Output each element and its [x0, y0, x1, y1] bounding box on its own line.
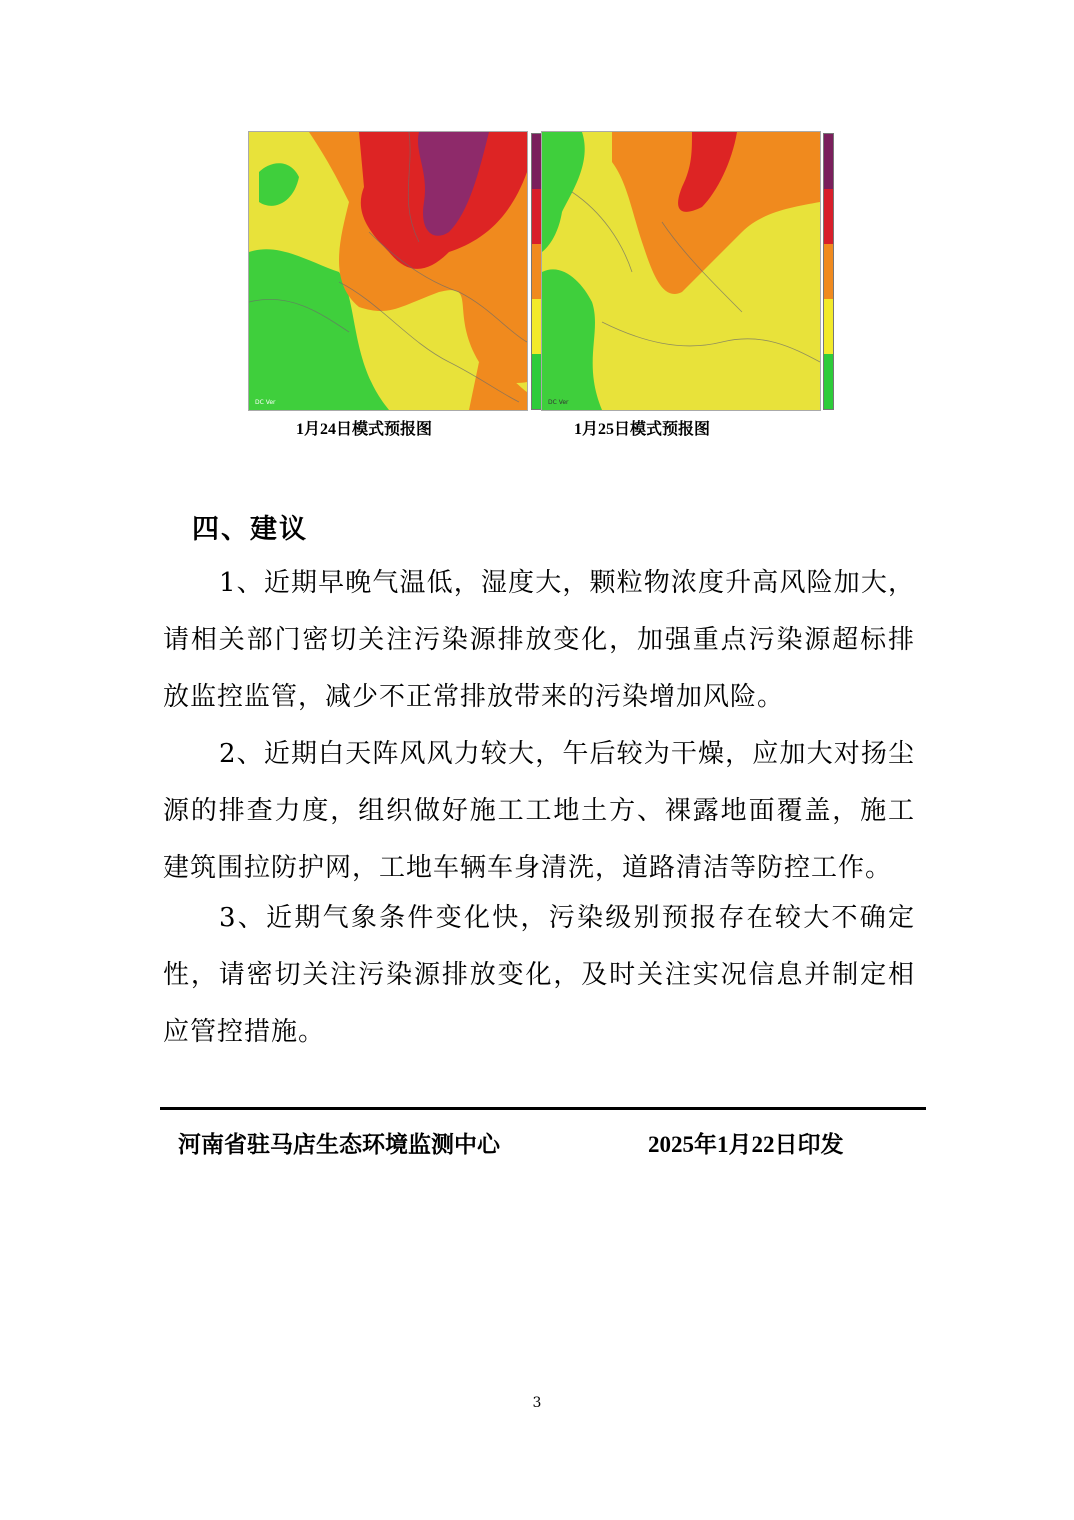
page-number: 3 [532, 1395, 542, 1411]
footer-divider [160, 1107, 926, 1110]
forecast-map-jan24-image [249, 132, 527, 410]
color-scale-right [823, 133, 834, 410]
map-caption-left: 1月24日模式预报图 [296, 421, 433, 438]
forecast-map-jan25 [541, 131, 821, 411]
recommendation-paragraph-3: 3、近期气象条件变化快，污染级别预报存在较大不确定性，请密切关注污染源排放变化，及时关注实况信息并制定相应管控措施。 [163, 903, 915, 1047]
section-heading: 四、建议 [192, 514, 308, 545]
forecast-map-jan24 [248, 131, 528, 411]
recommendation-paragraph-1: 1、近期早晚气温低，湿度大，颗粒物浓度升高风险加大，请相关部门密切关注污染源排放变化，加强重点污染源超标排放监控监管，减少不正常排放带来的污染增加风险。 [163, 568, 915, 712]
svg-text:DC Ver: DC Ver [548, 399, 569, 406]
svg-text:DC Ver: DC Ver [255, 399, 276, 406]
recommendation-paragraph-2: 2、近期白天阵风风力较大，午后较为干燥，应加大对扬尘源的排查力度，组织做好施工工地土方、裸露地面覆盖，施工建筑围拉防护网，工地车辆车身清洗，道路清洁等防控工作。 [163, 739, 915, 883]
footer-org: 河南省驻马店生态环境监测中心 [178, 1132, 500, 1157]
forecast-map-jan25-image [542, 132, 820, 410]
map-caption-right: 1月25日模式预报图 [574, 421, 711, 438]
footer-date: 2025年1月22日印发 [648, 1132, 844, 1157]
